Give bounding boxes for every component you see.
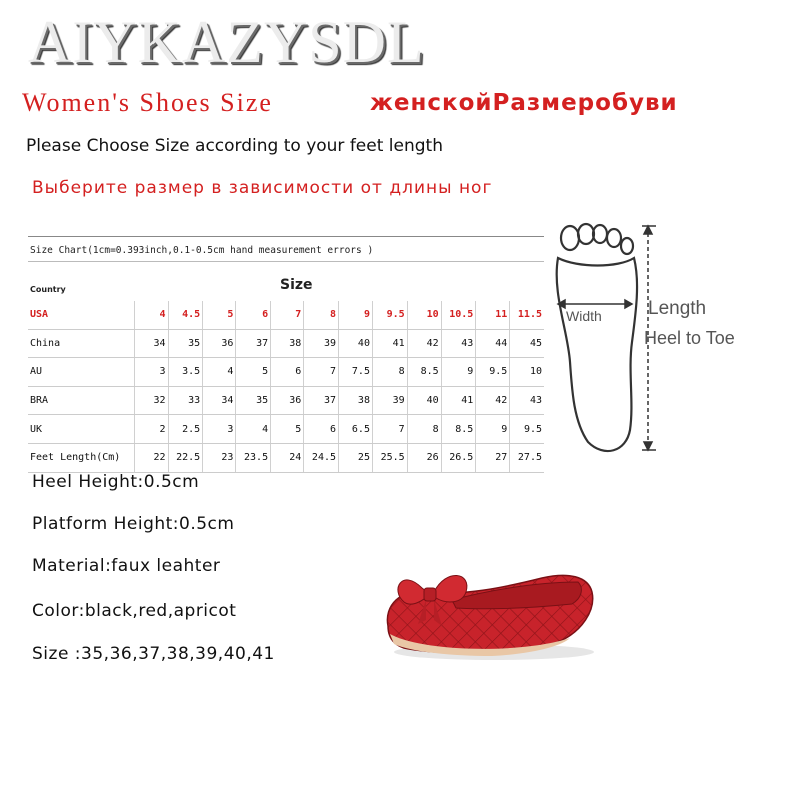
size-cell: 11.5	[510, 301, 544, 329]
size-cell: 42	[476, 386, 510, 415]
size-cell: 8	[407, 415, 441, 444]
size-cell: 2	[135, 415, 168, 444]
size-cell: 33	[168, 386, 203, 415]
size-cell: 10	[510, 358, 544, 387]
size-cell: 4	[203, 358, 236, 387]
size-cell: 3	[135, 358, 168, 387]
size-cell: 38	[339, 386, 373, 415]
size-cell: 6	[271, 358, 304, 387]
spec-heel-height: Heel Height:0.5cm	[32, 472, 200, 492]
shoe-image	[382, 548, 598, 666]
size-cell: 25.5	[372, 443, 407, 472]
size-chart	[28, 236, 544, 464]
size-cell: 5	[236, 358, 271, 387]
size-cell: 9.5	[510, 415, 544, 444]
size-cell: 41	[441, 386, 476, 415]
size-cell: 25	[339, 443, 373, 472]
size-cell: 34	[135, 329, 168, 358]
size-cell: 6.5	[339, 415, 373, 444]
size-row-bra	[28, 386, 544, 415]
size-cell: 40	[339, 329, 373, 358]
size-cell: 35	[236, 386, 271, 415]
brand-logo: AIYKAZYSDL	[28, 9, 425, 75]
size-cell: 37	[304, 386, 339, 415]
size-cell: 23	[203, 443, 236, 472]
title-english: Women's Shoes Size	[22, 88, 273, 117]
foot-outline-icon	[557, 224, 637, 451]
size-cell: 5	[203, 301, 236, 329]
size-chart-caption: Size Chart(1cm=0.393inch,0.1-0.5cm hand measurement errors )	[30, 245, 374, 256]
size-cell: 26.5	[441, 443, 476, 472]
spec-size: Size :35,36,37,38,39,40,41	[32, 644, 275, 664]
country-label: Country	[30, 285, 66, 294]
size-cell: 8	[372, 358, 407, 387]
row-label: China	[28, 329, 135, 358]
size-table	[28, 301, 544, 473]
size-row-au	[28, 358, 544, 387]
size-cell: 27.5	[510, 443, 544, 472]
size-cell: 5	[271, 415, 304, 444]
size-cell: 4	[135, 301, 168, 329]
row-label: Feet Length(Cm)	[28, 443, 135, 472]
length-sublabel: Heel to Toe	[644, 328, 735, 348]
row-label: AU	[28, 358, 135, 387]
spec-platform-height: Platform Height:0.5cm	[32, 514, 235, 534]
size-cell: 9	[441, 358, 476, 387]
size-cell: 6	[236, 301, 271, 329]
size-cell: 24	[271, 443, 304, 472]
size-cell: 34	[203, 386, 236, 415]
size-cell: 6	[304, 415, 339, 444]
size-cell: 37	[236, 329, 271, 358]
size-cell: 10.5	[441, 301, 476, 329]
size-cell: 27	[476, 443, 510, 472]
size-cell: 9	[476, 415, 510, 444]
size-cell: 23.5	[236, 443, 271, 472]
size-cell: 2.5	[168, 415, 203, 444]
size-cell: 36	[271, 386, 304, 415]
size-cell: 32	[135, 386, 168, 415]
size-cell: 22	[135, 443, 168, 472]
size-cell: 7.5	[339, 358, 373, 387]
row-label: UK	[28, 415, 135, 444]
size-row-china	[28, 329, 544, 358]
width-label: Width	[566, 308, 602, 324]
chart-divider	[28, 261, 544, 262]
length-label: Length	[648, 298, 707, 319]
size-row-uk	[28, 415, 544, 444]
spec-color: Color:black,red,apricot	[32, 601, 237, 621]
hint-english: Please Choose Size according to your feet length	[26, 136, 443, 156]
size-cell: 36	[203, 329, 236, 358]
size-cell: 40	[407, 386, 441, 415]
size-cell: 35	[168, 329, 203, 358]
size-cell: 26	[407, 443, 441, 472]
size-cell: 44	[476, 329, 510, 358]
size-cell: 39	[372, 386, 407, 415]
size-cell: 22.5	[168, 443, 203, 472]
size-cell: 41	[372, 329, 407, 358]
spec-material: Material:faux leahter	[32, 556, 221, 576]
size-cell: 7	[304, 358, 339, 387]
size-cell: 43	[510, 386, 544, 415]
size-row-usa	[28, 301, 544, 329]
size-cell: 8.5	[441, 415, 476, 444]
size-cell: 9.5	[476, 358, 510, 387]
size-cell: 7	[372, 415, 407, 444]
size-cell: 43	[441, 329, 476, 358]
size-row-feet-length-cm	[28, 443, 544, 472]
title-russian: женскойРазмеробуви	[370, 90, 678, 116]
size-cell: 4.5	[168, 301, 203, 329]
size-cell: 24.5	[304, 443, 339, 472]
row-label: USA	[28, 301, 135, 329]
size-cell: 9.5	[372, 301, 407, 329]
size-cell: 38	[271, 329, 304, 358]
size-cell: 3	[203, 415, 236, 444]
size-cell: 7	[271, 301, 304, 329]
size-cell: 42	[407, 329, 441, 358]
size-cell: 8	[304, 301, 339, 329]
size-cell: 9	[339, 301, 373, 329]
size-cell: 8.5	[407, 358, 441, 387]
size-cell: 4	[236, 415, 271, 444]
size-heading: Size	[280, 277, 313, 293]
hint-russian: Выберите размер в зависимости от длины ног	[32, 178, 493, 198]
size-cell: 11	[476, 301, 510, 329]
size-cell: 39	[304, 329, 339, 358]
row-label: BRA	[28, 386, 135, 415]
size-cell: 3.5	[168, 358, 203, 387]
size-cell: 45	[510, 329, 544, 358]
width-arrow-icon	[558, 300, 632, 308]
size-cell: 10	[407, 301, 441, 329]
